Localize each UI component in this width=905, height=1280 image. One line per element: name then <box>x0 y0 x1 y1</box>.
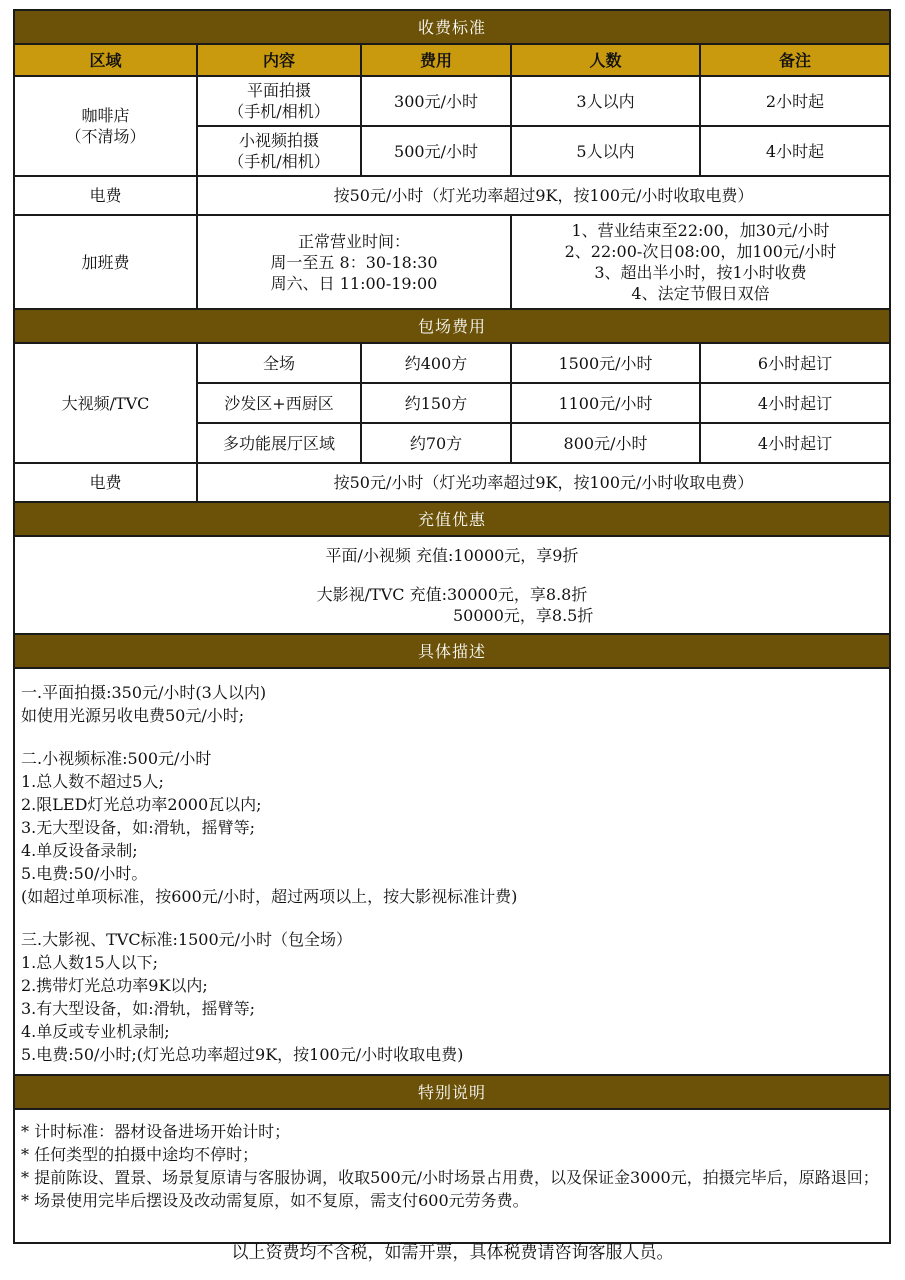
description-line: 1.总人数15人以下; <box>21 953 159 972</box>
overtime-rule: 1、营业结束至22:00，加30元/小时 <box>571 221 830 240</box>
cafe-fee-video: 500元/小时 <box>361 126 511 176</box>
venue-electricity-label: 电费 <box>14 463 197 502</box>
recharge-line-1: 平面/小视频 充值:10000元，享9折 <box>325 545 579 565</box>
venue-fee: 1100元/小时 <box>511 383 700 423</box>
special-notes-body <box>14 1109 890 1243</box>
electricity-value: 按50元/小时（灯光功率超过9K，按100元/小时收取电费） <box>197 176 890 215</box>
special-note: * 任何类型的拍摄中途均不停时； <box>21 1145 259 1164</box>
cafe-fee-photo: 300元/小时 <box>361 76 511 126</box>
cafe-people-photo: 3人以内 <box>511 76 700 126</box>
cafe-area-label: 咖啡店 <box>81 106 130 125</box>
recharge-line-3: 50000元，享8.5折 <box>453 605 594 625</box>
description-line: (如超过单项标准，按600元/小时，超过两项以上，按大影视标准计费) <box>21 887 518 906</box>
hours-weekday: 周一至五 8：30-18:30 <box>270 252 438 272</box>
content-line: 平面拍摄 <box>246 81 311 100</box>
content-line: 小视频拍摄 <box>238 131 319 150</box>
header-fee: 费用 <box>361 44 511 76</box>
description-line: 1.总人数不超过5人; <box>21 772 164 791</box>
header-area: 区域 <box>14 44 197 76</box>
header-note: 备注 <box>700 44 890 76</box>
cafe-area-cell <box>14 76 197 176</box>
header-content: 内容 <box>197 44 361 76</box>
venue-size: 约150方 <box>361 383 511 423</box>
pricing-sheet <box>13 9 889 1244</box>
description-line: 3.无大型设备，如:滑轨，摇臂等; <box>21 818 256 837</box>
venue-size: 约70方 <box>361 423 511 463</box>
description-line: 2.限LED灯光总功率2000瓦以内; <box>21 795 262 814</box>
venue-area-label: 大视频/TVC <box>14 343 197 463</box>
electricity-label: 电费 <box>14 176 197 215</box>
footer-note: 以上资费均不含税，如需开票，具体税费请咨询客服人员。 <box>231 1243 674 1263</box>
pricing-table <box>13 9 891 1244</box>
recharge-line-2: 大影视/TVC 充值:30000元，享8.8折 <box>316 584 588 604</box>
cafe-people-video: 5人以内 <box>511 126 700 176</box>
hours-weekend: 周六、日 11:00-19:00 <box>270 273 438 293</box>
venue-zone: 多功能展厅区域 <box>197 423 361 463</box>
special-note: * 提前陈设、置景、场景复原请与客服协调，收取500元/小时场景占用费，以及保证金3000元，拍摄完毕后，原路退回； <box>21 1168 879 1187</box>
venue-note: 4小时起订 <box>700 423 890 463</box>
section-title-fee-standard: 收费标准 <box>14 10 890 44</box>
venue-note: 6小时起订 <box>700 343 890 383</box>
content-line: （手机/相机） <box>228 152 330 171</box>
section-title-special: 特别说明 <box>14 1075 890 1109</box>
cafe-area-note: （不清场） <box>65 127 146 146</box>
description-line: 4.单反设备录制; <box>21 841 138 860</box>
venue-fee: 1500元/小时 <box>511 343 700 383</box>
venue-size: 约400方 <box>361 343 511 383</box>
cafe-note-video: 4小时起 <box>700 126 890 176</box>
venue-zone: 全场 <box>197 343 361 383</box>
section-title-description: 具体描述 <box>14 634 890 668</box>
venue-electricity-value: 按50元/小时（灯光功率超过9K，按100元/小时收取电费） <box>197 463 890 502</box>
cafe-content-video <box>197 126 361 176</box>
description-line: 3.有大型设备，如:滑轨，摇臂等; <box>21 999 256 1018</box>
overtime-rule: 4、法定节假日双倍 <box>631 284 770 303</box>
description-line: 一.平面拍摄:350元/小时(3人以内) <box>21 683 267 702</box>
special-note: * 计时标准：器材设备进场开始计时； <box>21 1122 291 1141</box>
special-note: * 场景使用完毕后摆设及改动需复原，如不复原，需支付600元劳务费。 <box>21 1191 529 1210</box>
header-people: 人数 <box>511 44 700 76</box>
section-title-venue: 包场费用 <box>14 309 890 343</box>
venue-note: 4小时起订 <box>700 383 890 423</box>
overtime-rule: 3、超出半小时，按1小时收费 <box>594 263 807 282</box>
content-line: （手机/相机） <box>228 102 330 121</box>
business-hours <box>197 215 511 309</box>
venue-fee: 800元/小时 <box>511 423 700 463</box>
section-title-recharge: 充值优惠 <box>14 502 890 536</box>
cafe-note-photo: 2小时起 <box>700 76 890 126</box>
overtime-rule: 2、22:00-次日08:00，加100元/小时 <box>564 242 837 261</box>
venue-zone: 沙发区+西厨区 <box>197 383 361 423</box>
description-line: 2.携带灯光总功率9K以内; <box>21 976 208 995</box>
cafe-content-photo <box>197 76 361 126</box>
recharge-body <box>14 536 890 634</box>
description-line: 二.小视频标准:500元/小时 <box>21 749 212 768</box>
description-body <box>14 668 890 1075</box>
description-line: 4.单反或专业机录制; <box>21 1022 170 1041</box>
overtime-label: 加班费 <box>14 215 197 309</box>
description-line: 5.电费:50/小时。 <box>21 864 148 883</box>
description-line: 三.大影视、TVC标准:1500元/小时（包全场） <box>21 930 353 949</box>
description-line: 5.电费:50/小时;(灯光总功率超过9K，按100元/小时收取电费) <box>21 1045 464 1064</box>
hours-title: 正常营业时间： <box>297 231 410 251</box>
overtime-rules <box>511 215 890 309</box>
description-line: 如使用光源另收电费50元/小时; <box>21 706 245 725</box>
